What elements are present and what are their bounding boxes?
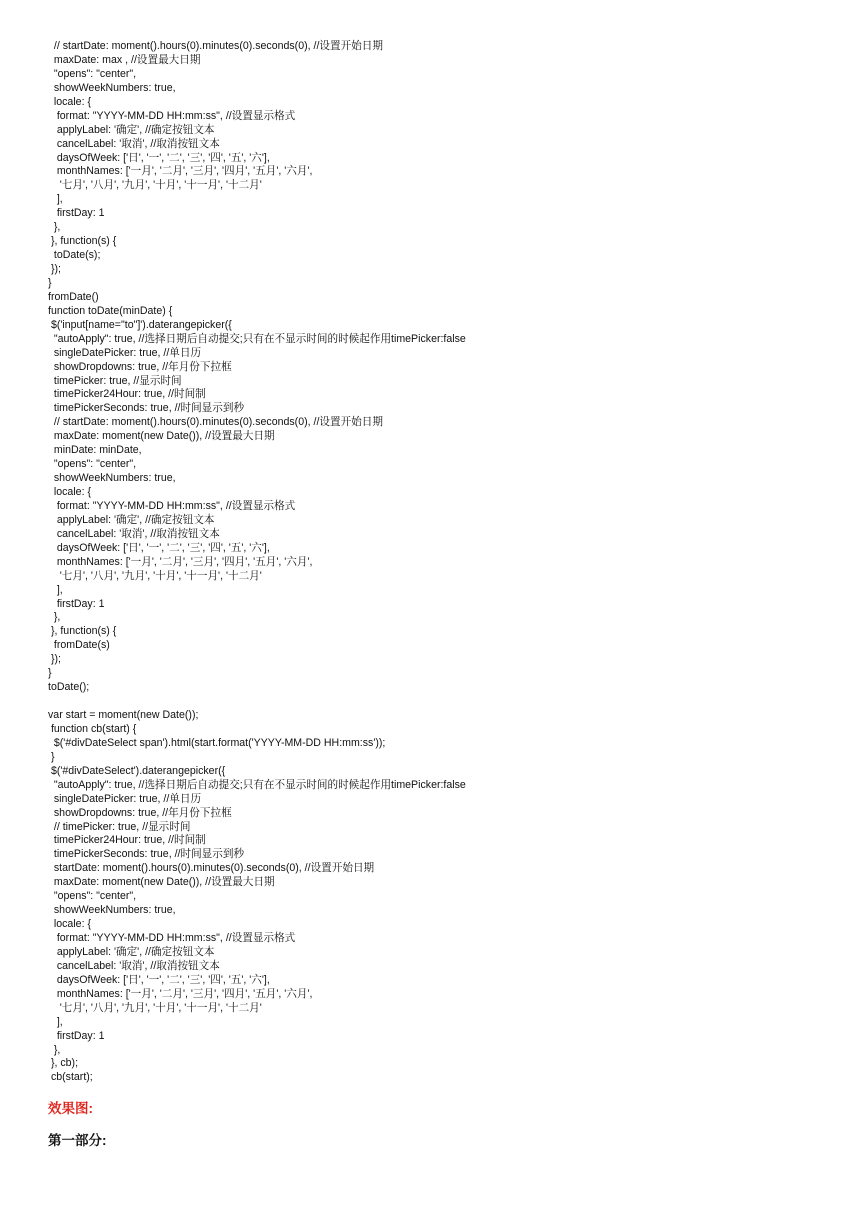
code-line: format: "YYYY-MM-DD HH:mm:ss", //设置显示格式 (48, 932, 296, 944)
code-line: maxDate: max , //设置最大日期 (48, 53, 201, 66)
section-heading: 第一部分: (48, 1133, 107, 1148)
code-line: fromDate() (48, 290, 99, 303)
code-line: function toDate(minDate) { (48, 304, 173, 317)
code-line: } (48, 276, 52, 289)
code-line: }, (48, 1043, 61, 1056)
code-line: firstDay: 1 (48, 597, 105, 610)
code-line: singleDatePicker: true, //单日历 (48, 346, 202, 359)
code-line: monthNames: ['一月', '二月', '三月', '四月', '五月', '六月', (48, 165, 313, 178)
code-line: applyLabel: '确定', //确定按钮文本 (48, 513, 215, 526)
code-line: '七月', '八月', '九月', '十月', '十一月', '十二月' (48, 179, 262, 192)
code-line: applyLabel: '确定', //确定按钮文本 (48, 123, 215, 136)
code-block-1 (48, 40, 848, 695)
code-line: startDate: moment().hours(0).minutes(0).seconds(0), //设置开始日期 (48, 862, 375, 875)
code-line: monthNames: ['一月', '二月', '三月', '四月', '五月', '六月', (48, 987, 313, 1000)
code-line: }); (48, 653, 61, 666)
code-line: cancelLabel: '取消', //取消按钮文本 (48, 959, 220, 972)
code-line: cb(start); (48, 1071, 93, 1084)
code-line: applyLabel: '确定', //确定按钮文本 (48, 945, 215, 958)
code-line: toDate(); (48, 681, 90, 694)
code-line: } (48, 750, 55, 763)
code-line: // startDate: moment().hours(0).minutes(0).seconds(0), //设置开始日期 (48, 416, 383, 429)
code-line: ], (48, 583, 63, 596)
code-line: daysOfWeek: ['日', '一', '二', '三', '四', '五', '六'], (48, 151, 270, 164)
code-line: showWeekNumbers: true, (48, 904, 176, 917)
code-line: maxDate: moment(new Date()), //设置最大日期 (48, 430, 275, 443)
code-line: showWeekNumbers: true, (48, 81, 176, 94)
code-line: locale: { (48, 486, 91, 498)
code-line: } (48, 667, 52, 680)
code-line: maxDate: moment(new Date()), //设置最大日期 (48, 876, 275, 889)
code-line: }); (48, 263, 61, 275)
effect-heading: 效果图: (48, 1101, 93, 1116)
code-line: var start = moment(new Date()); (48, 709, 199, 721)
code-line: toDate(s); (48, 249, 101, 262)
code-line: cancelLabel: '取消', //取消按钮文本 (48, 137, 220, 150)
code-line: timePickerSeconds: true, //时间显示到秒 (48, 402, 245, 415)
code-block-2 (48, 709, 848, 1085)
code-line: "opens": "center", (48, 890, 137, 903)
code-line: minDate: minDate, (48, 444, 142, 457)
code-line: showDropdowns: true, //年月份下拉框 (48, 806, 232, 819)
code-line: firstDay: 1 (48, 1029, 105, 1042)
code-line: daysOfWeek: ['日', '一', '二', '三', '四', '五', '六'], (48, 973, 270, 986)
code-line: format: "YYYY-MM-DD HH:mm:ss", //设置显示格式 (48, 109, 296, 122)
code-line: monthNames: ['一月', '二月', '三月', '四月', '五月', '六月', (48, 555, 313, 568)
code-line: ], (48, 1015, 63, 1028)
code-line: showDropdowns: true, //年月份下拉框 (48, 360, 232, 373)
code-line: ], (48, 193, 63, 206)
code-line: }, cb); (48, 1057, 79, 1070)
code-line: singleDatePicker: true, //单日历 (48, 792, 202, 805)
code-line: }, function(s) { (48, 625, 117, 638)
code-line: timePicker24Hour: true, //时间制 (48, 388, 206, 401)
code-line: $('#divDateSelect').daterangepicker({ (48, 764, 226, 777)
code-line: // timePicker: true, //显示时间 (48, 820, 191, 833)
code-line: timePickerSeconds: true, //时间显示到秒 (48, 848, 245, 861)
code-line: daysOfWeek: ['日', '一', '二', '三', '四', '五', '六'], (48, 541, 270, 554)
code-line: }, (48, 221, 61, 234)
code-line: locale: { (48, 918, 91, 931)
code-line: $('input[name="to"]').daterangepicker({ (48, 318, 232, 331)
code-line: '七月', '八月', '九月', '十月', '十一月', '十二月' (48, 1001, 262, 1014)
code-line: fromDate(s) (48, 639, 110, 652)
code-line: timePicker: true, //显示时间 (48, 374, 182, 387)
code-line: timePicker24Hour: true, //时间制 (48, 834, 206, 847)
code-line: cancelLabel: '取消', //取消按钮文本 (48, 527, 220, 540)
code-line: }, function(s) { (48, 235, 117, 248)
code-line: "autoApply": true, //选择日期后自动提交;只有在不显示时间的时候起作用timePicker:false (48, 332, 466, 345)
code-line: "opens": "center", (48, 67, 137, 80)
code-line: showWeekNumbers: true, (48, 472, 176, 485)
code-line: "opens": "center", (48, 458, 137, 471)
code-line: }, (48, 611, 61, 624)
code-line: '七月', '八月', '九月', '十月', '十一月', '十二月' (48, 569, 262, 582)
code-line: firstDay: 1 (48, 207, 105, 220)
code-line: $('#divDateSelect span').html(start.format('YYYY-MM-DD HH:mm:ss')); (48, 736, 386, 749)
code-line: format: "YYYY-MM-DD HH:mm:ss", //设置显示格式 (48, 499, 296, 512)
code-line: function cb(start) { (48, 722, 137, 735)
code-line: // startDate: moment().hours(0).minutes(0).seconds(0), //设置开始日期 (48, 40, 383, 52)
code-line: locale: { (48, 95, 91, 108)
code-line: "autoApply": true, //选择日期后自动提交;只有在不显示时间的时候起作用timePicker:false (48, 778, 466, 791)
